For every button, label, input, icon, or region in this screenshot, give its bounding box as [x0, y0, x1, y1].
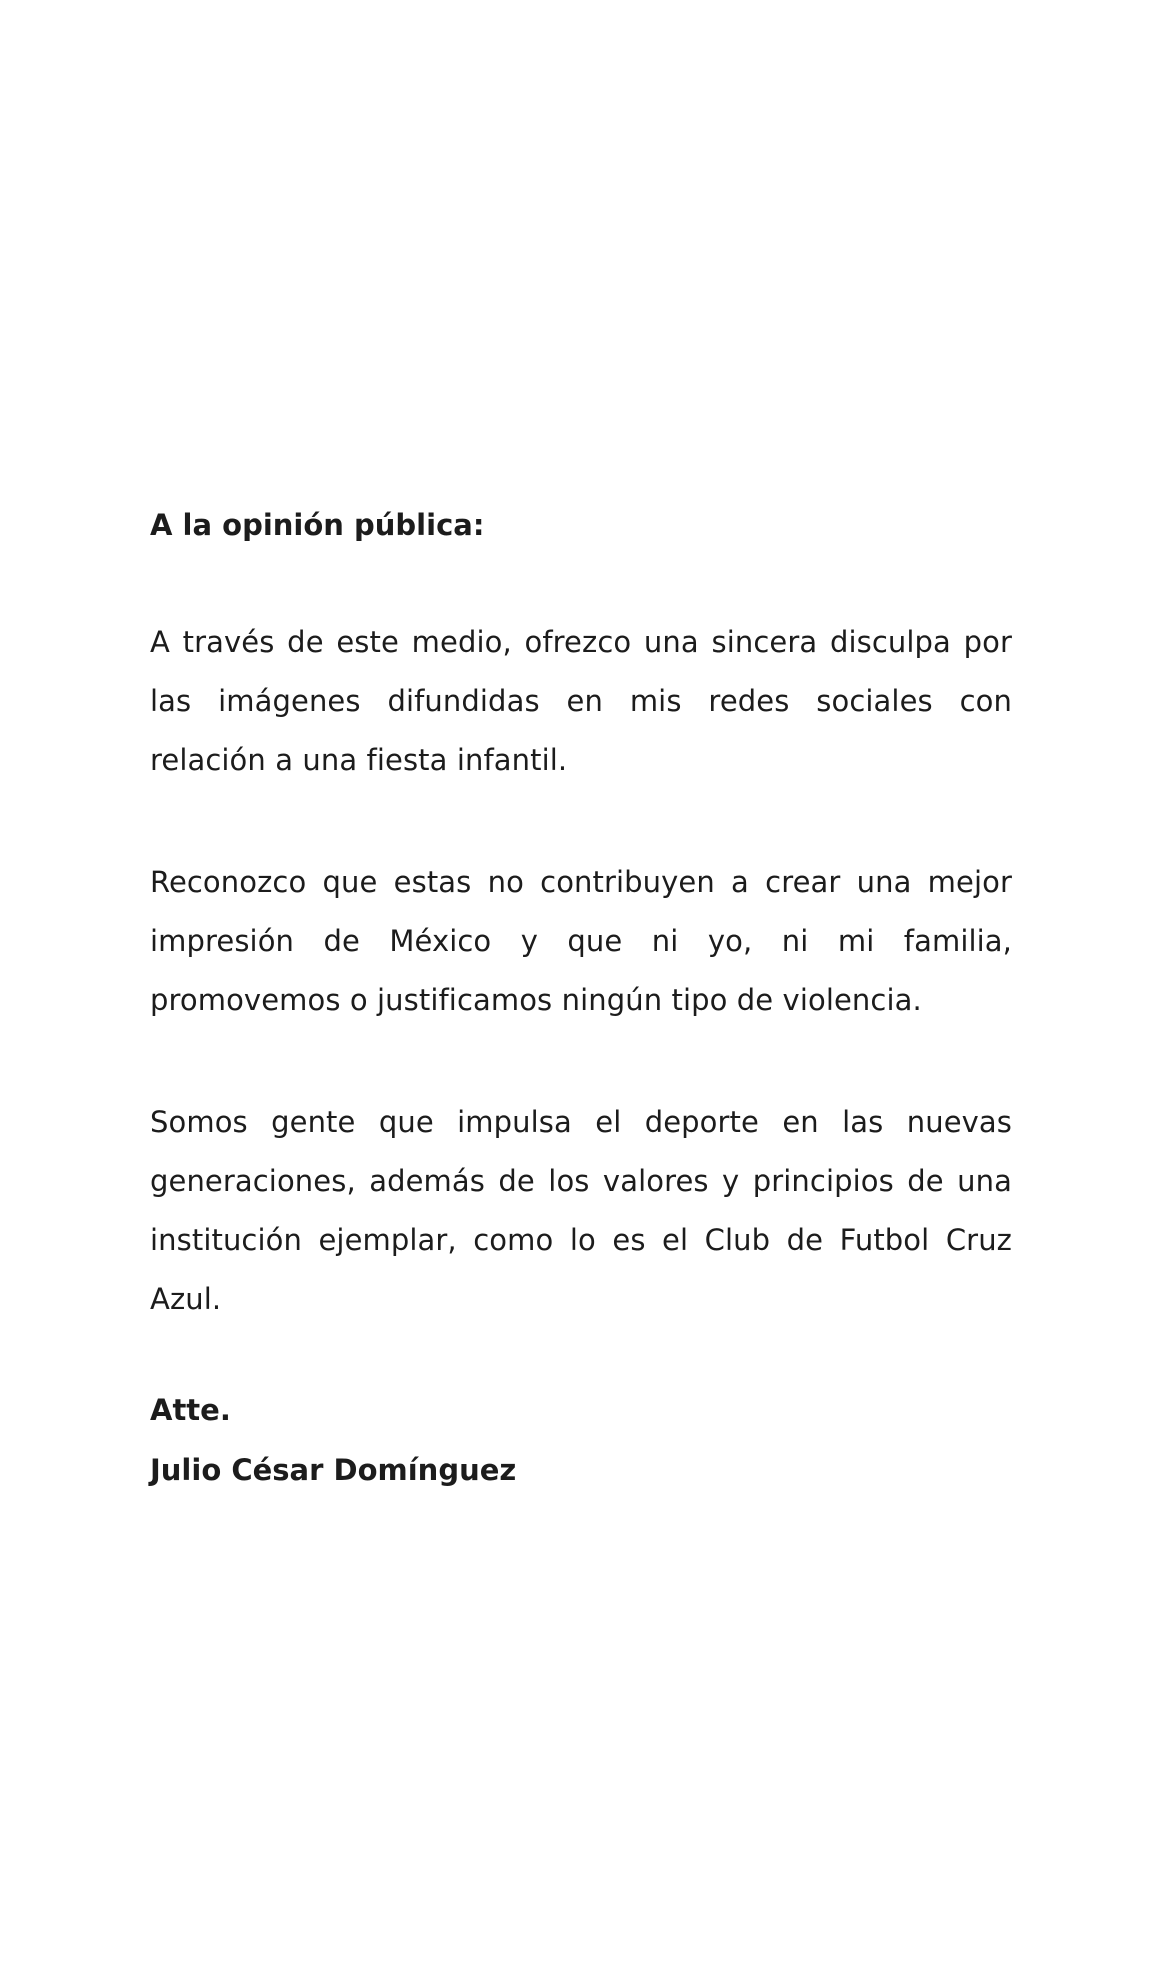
letter-signature: Julio César Domínguez: [150, 1453, 517, 1487]
paragraph-acknowledgement: Reconozco que estas no contribuyen a crear una mejor impresión de México y que ni yo, ni mi familia, promovemos o justificamos ningún tipo de violencia.: [150, 865, 1012, 1017]
paragraph-values: Somos gente que impulsa el deporte en las nuevas generaciones, además de los valores y principios de una institución ejemplar, como lo es el Club de Futbol Cruz Azul.: [150, 1105, 1012, 1316]
letter-closing: Atte.: [150, 1393, 231, 1427]
paragraph-apology: A través de este medio, ofrezco una sincera disculpa por las imágenes difundidas en mis redes sociales con relación a una fiesta infantil.: [150, 625, 1012, 777]
statement-letter: [150, 505, 1012, 1512]
letter-salutation: A la opinión pública:: [150, 508, 485, 542]
